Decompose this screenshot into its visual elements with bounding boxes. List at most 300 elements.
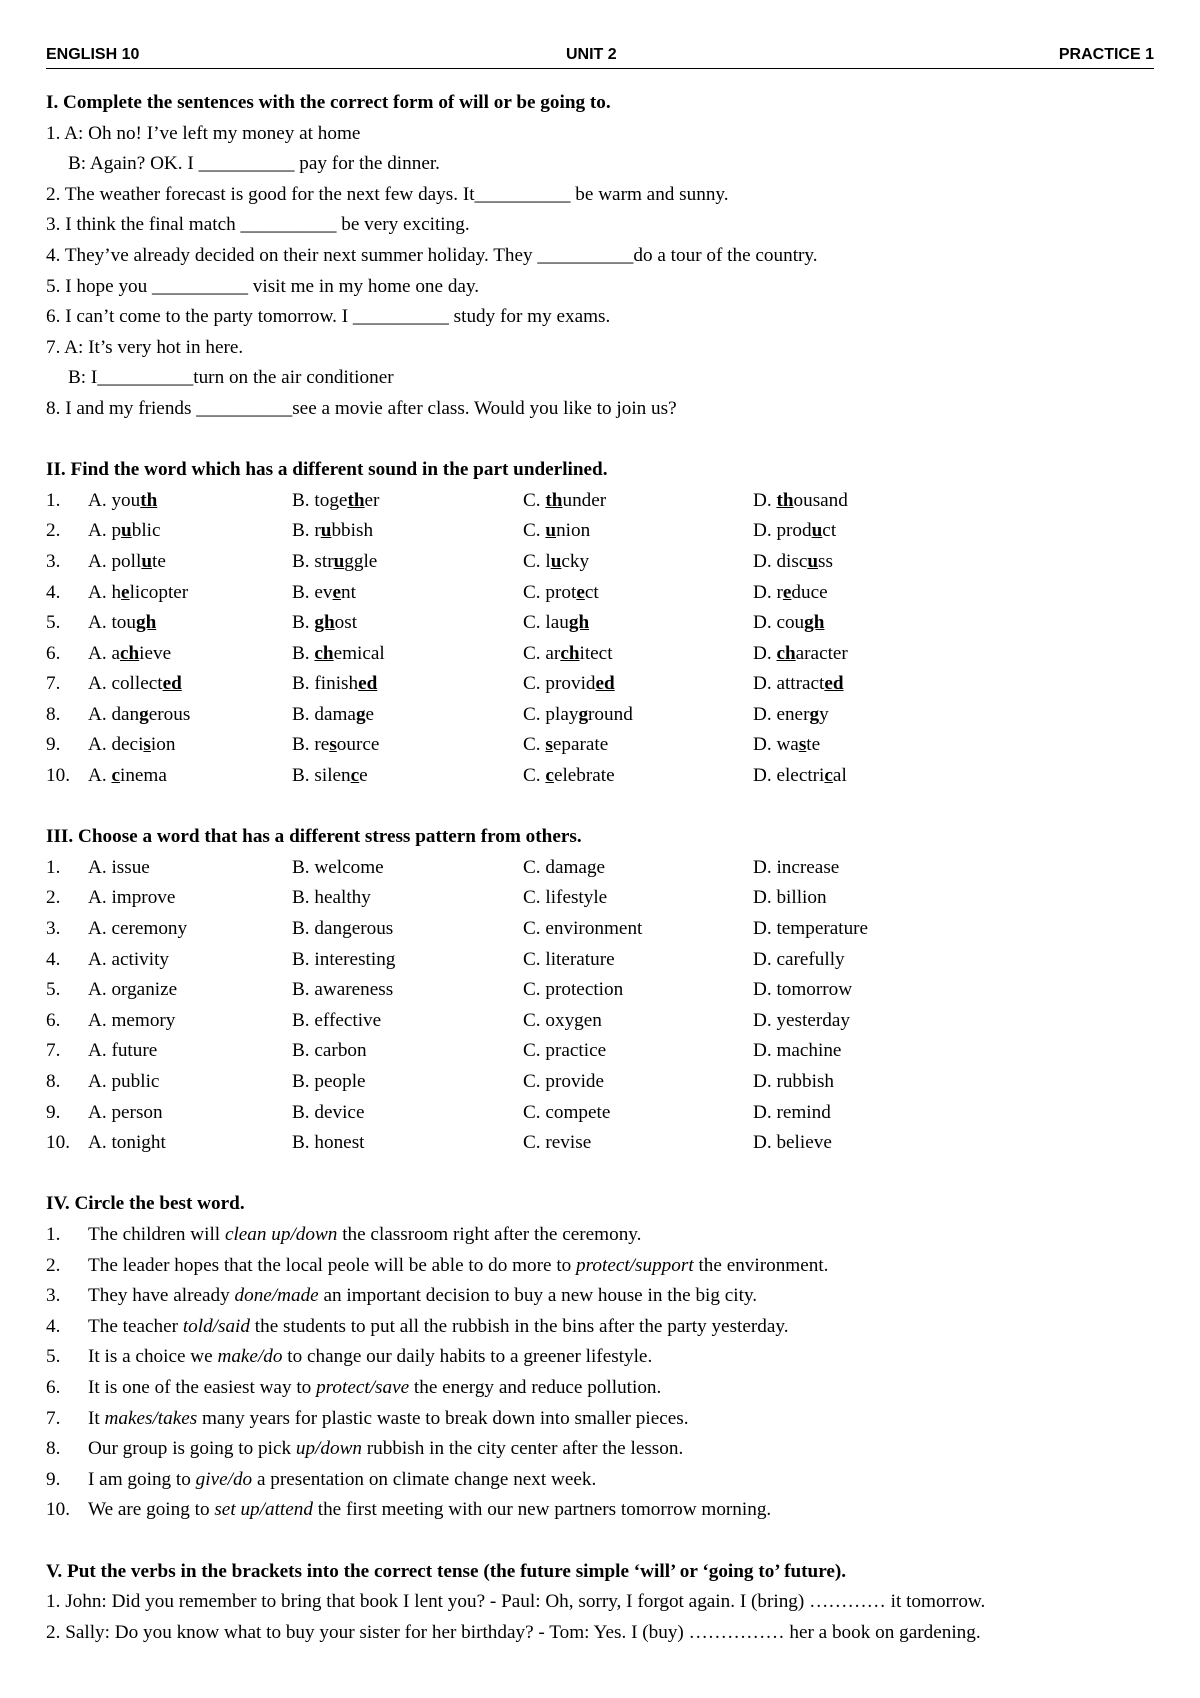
underlined-part: u	[550, 550, 562, 572]
option-a: A. improve	[88, 887, 176, 909]
option-d: D. rubbish	[753, 1071, 835, 1092]
option-prefix: A. dan	[88, 703, 140, 725]
list-item	[46, 1251, 1161, 1282]
item-number: 7.	[46, 673, 61, 695]
worksheet-content	[46, 88, 1161, 1648]
table-row	[46, 945, 1161, 976]
option-c: C. protection	[523, 979, 624, 1001]
option-suffix: under	[562, 489, 607, 511]
section-1-line: 4. They’ve already decided on their next summer holiday. They __________do a tour of the country.	[46, 244, 818, 266]
option-c: C. oxygen	[523, 1009, 602, 1031]
option-b: B. effective	[292, 1009, 382, 1031]
underlined-part: gh	[135, 612, 157, 634]
option-prefix: B. ev	[292, 581, 333, 603]
underlined-part: s	[143, 734, 151, 756]
item-text-before: The teacher	[88, 1315, 183, 1337]
option-d: D. remind	[753, 1101, 831, 1123]
option-prefix: B. re	[292, 734, 330, 756]
item-text-after: the first meeting with our new partners tomorrow morning.	[312, 1499, 772, 1521]
word-choice: done/made	[234, 1285, 319, 1307]
underlined-part: s	[545, 734, 553, 756]
option-prefix: A. you	[88, 489, 141, 511]
underlined-part: ed	[162, 673, 182, 695]
option-d: D. temperature	[753, 918, 869, 940]
underlined-part: u	[121, 520, 132, 542]
option-b: B. carbon	[292, 1040, 367, 1062]
item-number: 3.	[46, 1285, 61, 1307]
page-header	[46, 44, 1154, 69]
item-number: 9.	[46, 734, 61, 756]
option-suffix: emical	[333, 642, 385, 664]
option-a: A. activity	[88, 948, 169, 970]
section-1-title: I. Complete the sentences with the correct form of will or be going to.	[46, 92, 611, 113]
option-suffix: ggle	[344, 550, 378, 572]
item-text-before: It is a choice we	[88, 1346, 218, 1368]
option-d	[753, 761, 847, 792]
section-5-title: V. Put the verbs in the brackets into the correct tense (the future simple ‘will’ or ‘going to’ future).	[46, 1560, 847, 1582]
table-row	[46, 761, 1161, 792]
option-d: D. machine	[753, 1040, 842, 1062]
section-4-title: IV. Circle the best word.	[46, 1193, 245, 1215]
option-suffix: aracter	[795, 642, 848, 664]
option-c: C. lifestyle	[523, 887, 608, 909]
item-number: 4.	[46, 948, 61, 970]
list-item	[46, 1373, 1161, 1404]
item-text-after: rubbish in the city center after the lesson.	[361, 1438, 684, 1460]
option-c: C. damage	[523, 856, 606, 878]
item-number: 1.	[46, 489, 61, 511]
underlined-part: th	[545, 489, 563, 511]
option-a	[88, 639, 171, 670]
item-text-after: an important decision to buy a new house in the big city.	[318, 1285, 758, 1307]
word-choice: makes/takes	[104, 1407, 198, 1429]
item-text	[88, 1404, 689, 1435]
option-b	[292, 700, 374, 731]
list-item	[46, 1404, 1161, 1435]
underlined-part: th	[776, 489, 794, 511]
option-b: B. healthy	[292, 887, 371, 909]
section-3-table	[46, 853, 1161, 1159]
underlined-part: u	[333, 550, 345, 572]
option-prefix: D. r	[753, 581, 783, 603]
option-prefix: A. deci	[88, 734, 144, 756]
item-number: 6.	[46, 642, 61, 664]
item-text-after: the students to put all the rubbish in the bins after the party yesterday.	[249, 1315, 789, 1337]
underlined-part: u	[141, 550, 152, 572]
table-row	[46, 730, 1161, 761]
section-5-line: 1. John: Did you remember to bring that book I lent you? - Paul: Oh, sorry, I forgot again. I (bring) ………… it tomorrow.	[46, 1591, 986, 1613]
table-row	[46, 669, 1161, 700]
item-number: 6.	[46, 1376, 61, 1398]
item-text	[88, 1434, 683, 1465]
table-row	[46, 608, 1161, 639]
underlined-part: s	[798, 734, 807, 756]
item-text-before: The children will	[88, 1223, 225, 1245]
option-suffix: te	[806, 734, 821, 756]
item-text-after: the classroom right after the ceremony.	[337, 1223, 642, 1245]
table-row	[46, 1036, 1161, 1067]
list-item	[46, 1434, 1161, 1465]
option-a: A. tonight	[88, 1132, 166, 1154]
item-number: 3.	[46, 918, 61, 940]
option-a	[88, 486, 157, 517]
table-row	[46, 516, 1161, 547]
option-suffix: bbish	[331, 520, 374, 542]
option-prefix: C.	[523, 734, 546, 756]
option-d: D. tomorrow	[753, 979, 853, 1001]
item-number: 10.	[46, 765, 70, 787]
item-number: 2.	[46, 1254, 61, 1276]
option-prefix: D.	[753, 642, 777, 664]
option-d	[753, 486, 848, 517]
underlined-part: c	[824, 765, 833, 787]
option-suffix: inema	[119, 765, 167, 787]
item-text	[88, 1465, 596, 1496]
option-b: B. device	[292, 1101, 365, 1123]
item-text-before: The leader hopes that the local peole will be able to do more to	[88, 1254, 577, 1276]
underlined-part: u	[320, 520, 332, 542]
option-a	[88, 761, 167, 792]
section-5-line: 2. Sally: Do you know what to buy your sister for her birthday? - Tom: Yes. I (buy) …………… her a book on gardening.	[46, 1621, 981, 1643]
option-suffix: te	[151, 550, 166, 572]
item-number: 5.	[46, 979, 61, 1001]
option-prefix: B. finish	[292, 673, 359, 695]
option-a: A. ceremony	[88, 918, 188, 940]
option-prefix: C. play	[523, 703, 579, 725]
option-prefix: D. electri	[753, 765, 825, 787]
option-prefix: D. disc	[753, 550, 808, 572]
underlined-part: e	[576, 581, 585, 603]
underlined-part: gh	[804, 612, 825, 634]
header-course: ENGLISH 10	[46, 46, 140, 63]
word-choice: set up/attend	[214, 1499, 313, 1521]
option-prefix: B. r	[292, 520, 321, 542]
option-c: C. compete	[523, 1101, 611, 1123]
underlined-part: ch	[560, 642, 580, 664]
underlined-part: c	[545, 765, 554, 787]
item-text	[88, 1281, 757, 1312]
option-prefix: D. attract	[753, 673, 825, 695]
option-c: C. provide	[523, 1071, 605, 1092]
option-suffix: eparate	[552, 734, 609, 756]
option-a	[88, 578, 188, 609]
option-a: A. person	[88, 1101, 163, 1123]
underlined-part: u	[811, 520, 823, 542]
option-suffix: ct	[584, 581, 599, 603]
option-suffix: round	[588, 703, 633, 725]
item-text	[88, 1251, 828, 1282]
option-b: B. honest	[292, 1132, 365, 1154]
option-d	[753, 639, 848, 670]
option-b	[292, 516, 373, 547]
underlined-part: c	[350, 765, 360, 787]
underlined-part: s	[329, 734, 337, 756]
option-prefix: C. prot	[523, 581, 577, 603]
word-choice: up/down	[295, 1438, 362, 1460]
item-text	[88, 1312, 789, 1343]
option-prefix: A. p	[88, 520, 122, 542]
underlined-part: g	[578, 703, 589, 725]
section-3-title: III. Choose a word that has a different stress pattern from others.	[46, 826, 582, 848]
option-d: D. increase	[753, 856, 840, 878]
item-number: 5.	[46, 1346, 61, 1368]
table-row	[46, 1006, 1161, 1037]
item-text-after: a presentation on climate change next week.	[252, 1468, 597, 1490]
item-text	[88, 1220, 641, 1251]
item-number: 8.	[46, 1438, 61, 1460]
option-prefix: A.	[88, 765, 112, 787]
table-row	[46, 1128, 1161, 1159]
option-suffix: cky	[561, 550, 590, 572]
option-b: B. welcome	[292, 856, 384, 878]
option-b	[292, 730, 379, 761]
section-1-lines	[46, 119, 1161, 425]
section-5-lines	[46, 1587, 1161, 1648]
option-suffix: ct	[822, 520, 837, 542]
list-item	[46, 1281, 1161, 1312]
option-b	[292, 608, 357, 639]
list-item	[46, 1312, 1161, 1343]
option-b: B. awareness	[292, 979, 394, 1001]
option-suffix: elebrate	[553, 765, 615, 787]
option-suffix: ss	[818, 550, 833, 572]
underlined-part: ed	[824, 673, 844, 695]
option-suffix: itect	[579, 642, 613, 664]
underlined-part: e	[332, 581, 342, 603]
list-item	[46, 1220, 1161, 1251]
item-number: 7.	[46, 1040, 61, 1062]
option-prefix: D. ener	[753, 703, 810, 725]
item-number: 5.	[46, 612, 61, 634]
underlined-part: gh	[568, 612, 590, 634]
item-text	[88, 1373, 661, 1404]
option-c	[523, 639, 613, 670]
item-number: 4.	[46, 1315, 61, 1337]
item-text-after: many years for plastic waste to break down into smaller pieces.	[197, 1407, 689, 1429]
option-suffix: erous	[148, 703, 191, 725]
section-1-line: B: Again? OK. I __________ pay for the dinner.	[68, 153, 440, 175]
option-a	[88, 730, 175, 761]
item-number: 3.	[46, 550, 61, 572]
option-b	[292, 547, 377, 578]
list-item	[46, 1342, 1161, 1373]
underlined-part: g	[139, 703, 149, 725]
option-a: A. public	[88, 1071, 160, 1092]
item-text	[88, 1342, 652, 1373]
table-row	[46, 639, 1161, 670]
option-c	[523, 730, 608, 761]
option-b	[292, 669, 377, 700]
item-number: 9.	[46, 1101, 61, 1123]
option-b	[292, 639, 385, 670]
item-number: 2.	[46, 887, 61, 909]
option-suffix: blic	[131, 520, 161, 542]
table-row	[46, 883, 1161, 914]
item-number: 6.	[46, 1009, 61, 1031]
option-suffix: nion	[556, 520, 591, 542]
item-number: 7.	[46, 1407, 61, 1429]
option-c: C. practice	[523, 1040, 607, 1062]
option-prefix: A. poll	[88, 550, 142, 572]
option-a	[88, 608, 156, 639]
option-c	[523, 486, 606, 517]
option-a: A. issue	[88, 856, 150, 878]
option-a	[88, 669, 182, 700]
option-d: D. believe	[753, 1132, 832, 1154]
option-prefix: B. silen	[292, 765, 351, 787]
option-suffix: ource	[336, 734, 380, 756]
section-1-line: 6. I can’t come to the party tomorrow. I __________ study for my exams.	[46, 306, 611, 328]
item-text	[88, 1495, 771, 1526]
item-text-before: It is one of the easiest way to	[88, 1376, 317, 1398]
option-suffix: duce	[791, 581, 828, 603]
option-d	[753, 669, 844, 700]
section-2-title: II. Find the word which has a different sound in the part underlined.	[46, 459, 608, 481]
option-prefix: C. provid	[523, 673, 596, 695]
option-prefix: C.	[523, 520, 546, 542]
table-row	[46, 700, 1161, 731]
option-a	[88, 516, 161, 547]
option-b	[292, 578, 356, 609]
option-d: D. billion	[753, 887, 827, 909]
underlined-part: ed	[595, 673, 615, 695]
item-text-after: to change our daily habits to a greener lifestyle.	[282, 1346, 653, 1368]
option-a	[88, 700, 190, 731]
option-a: A. organize	[88, 979, 178, 1001]
option-prefix: D. cou	[753, 612, 805, 634]
option-c	[523, 761, 615, 792]
option-d: D. yesterday	[753, 1009, 850, 1031]
option-suffix: e	[359, 765, 368, 787]
option-c: C. environment	[523, 918, 643, 940]
option-c	[523, 516, 590, 547]
word-choice: clean up/down	[224, 1223, 338, 1245]
option-d	[753, 608, 824, 639]
option-prefix: B. str	[292, 550, 334, 572]
section-1-line: 8. I and my friends __________see a movie after class. Would you like to join us?	[46, 397, 677, 419]
option-b: B. dangerous	[292, 918, 394, 940]
option-c	[523, 700, 633, 731]
item-text-before: Our group is going to pick	[88, 1438, 296, 1460]
option-prefix: A. a	[88, 642, 120, 664]
item-number: 1.	[46, 1223, 61, 1245]
item-number: 8.	[46, 1071, 61, 1092]
option-suffix: ousand	[793, 489, 848, 511]
option-prefix: B. dama	[292, 703, 356, 725]
option-prefix: C. lau	[523, 612, 569, 634]
list-item	[46, 1495, 1161, 1526]
option-d	[753, 547, 833, 578]
option-d: D. carefully	[753, 948, 845, 970]
section-1-line: 2. The weather forecast is good for the next few days. It__________ be warm and sunny.	[46, 183, 729, 205]
table-row	[46, 975, 1161, 1006]
option-c	[523, 547, 589, 578]
item-number: 2.	[46, 520, 61, 542]
option-prefix: D.	[753, 489, 777, 511]
header-practice: PRACTICE 1	[1058, 46, 1154, 63]
item-number: 9.	[46, 1468, 61, 1490]
word-choice: make/do	[217, 1346, 283, 1368]
item-number: 4.	[46, 581, 61, 603]
option-c	[523, 608, 589, 639]
option-b	[292, 761, 368, 792]
option-d	[753, 730, 820, 761]
option-a: A. future	[88, 1040, 158, 1062]
option-prefix: C. ar	[523, 642, 561, 664]
item-text-before: I am going to	[88, 1468, 196, 1490]
underlined-part: c	[111, 765, 120, 787]
table-row	[46, 853, 1161, 884]
option-prefix: A. collect	[88, 673, 163, 695]
section-4-list	[46, 1220, 1161, 1526]
option-suffix: e	[365, 703, 375, 725]
option-suffix: nt	[341, 581, 356, 603]
section-1-line: 5. I hope you __________ visit me in my home one day.	[46, 275, 480, 297]
option-prefix: D. prod	[753, 520, 812, 542]
option-suffix: al	[832, 765, 847, 787]
option-suffix: ost	[334, 612, 358, 634]
table-row	[46, 547, 1161, 578]
option-d	[753, 578, 828, 609]
item-text-after: the energy and reduce pollution.	[409, 1376, 662, 1398]
option-prefix: D. wa	[753, 734, 799, 756]
section-1-line: 7. A: It’s very hot in here.	[46, 336, 244, 358]
underlined-part: ed	[358, 673, 378, 695]
item-number: 8.	[46, 703, 61, 725]
option-prefix: A. h	[88, 581, 122, 603]
header-unit: UNIT 2	[566, 46, 617, 63]
list-item	[46, 1465, 1161, 1496]
underlined-part: e	[121, 581, 130, 603]
option-prefix: C.	[523, 489, 546, 511]
table-row	[46, 914, 1161, 945]
item-text-before: It	[88, 1407, 105, 1429]
section-2-table	[46, 486, 1161, 792]
item-number: 10.	[46, 1132, 70, 1154]
option-prefix: B. toge	[292, 489, 348, 511]
option-prefix: B.	[292, 642, 315, 664]
underlined-part: u	[545, 520, 557, 542]
option-c	[523, 669, 615, 700]
item-text-after: the environment.	[693, 1254, 829, 1276]
word-choice: protect/save	[316, 1376, 410, 1398]
underlined-part: gh	[314, 612, 335, 634]
item-text-before: We are going to	[88, 1499, 215, 1521]
word-choice: told/said	[182, 1315, 250, 1337]
option-b: B. people	[292, 1071, 366, 1092]
underlined-part: th	[347, 489, 365, 511]
option-prefix: C. l	[523, 550, 551, 572]
underlined-part: ch	[314, 642, 334, 664]
option-suffix: y	[819, 703, 829, 725]
underlined-part: g	[355, 703, 366, 725]
option-d	[753, 516, 836, 547]
option-suffix: ion	[150, 734, 176, 756]
section-1-line: B: I__________turn on the air conditioner	[68, 367, 394, 389]
underlined-part: ch	[776, 642, 796, 664]
section-1-line: 1. A: Oh no! I’ve left my money at home	[46, 122, 361, 144]
table-row	[46, 486, 1161, 517]
underlined-part: g	[809, 703, 820, 725]
item-text-before: They have already	[88, 1285, 235, 1307]
option-suffix: ieve	[139, 642, 172, 664]
option-a: A. memory	[88, 1009, 176, 1031]
word-choice: give/do	[195, 1468, 253, 1490]
item-number: 10.	[46, 1499, 70, 1521]
table-row	[46, 1067, 1161, 1098]
option-suffix: licopter	[129, 581, 189, 603]
underlined-part: e	[782, 581, 792, 603]
